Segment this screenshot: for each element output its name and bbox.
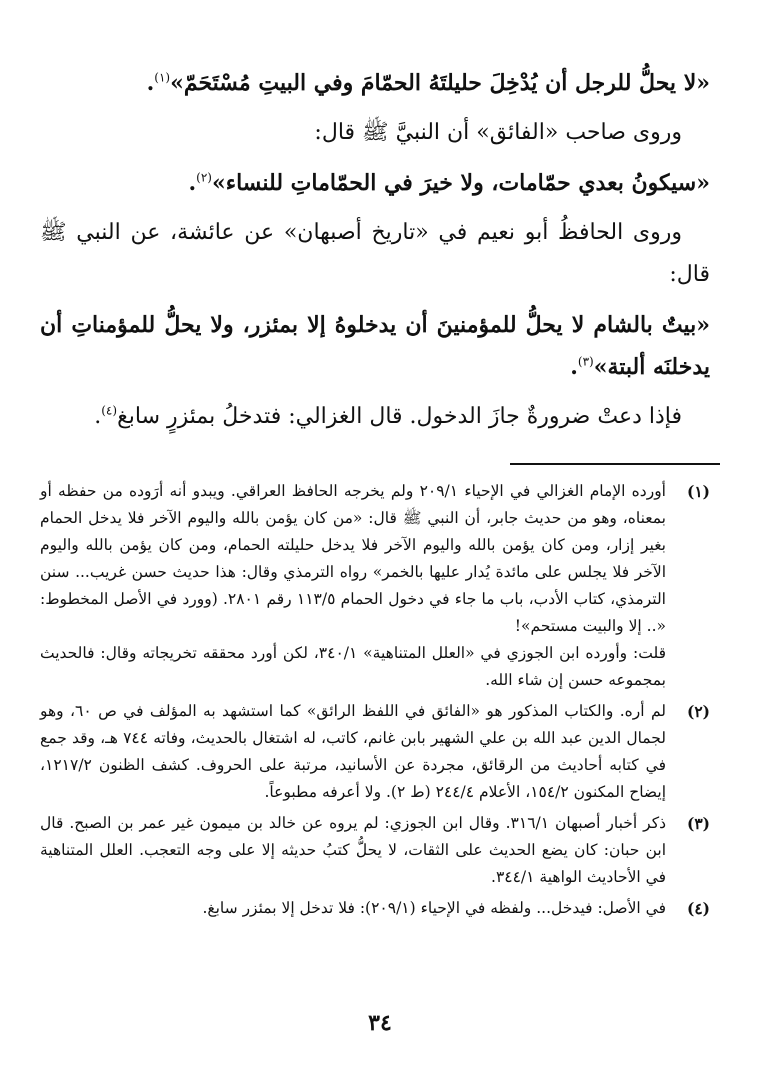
footnote-number: (١) [686,482,710,501]
footnote-3 [40,810,710,891]
footnote-number: (٤) [686,899,710,918]
footnote-body [40,698,666,806]
hadith-quote-2: «سيكونُ بعدي حمّامات، ولا خيرَ في الحمّاماتِ للنساء»$^{(٢)}$. [188,170,710,196]
footnote-paragraph: في الأصل: فيدخل... ولفظه في الإحياء (٢٠٩/١): فلا تدخل إلا بمئزر سابغ. [202,899,666,917]
footnotes [40,478,710,926]
main-text [40,62,710,446]
footnote-paragraph: قلت: وأورده ابن الجوزي في «العلل المتناهية» ٣٤٠/١، لكن أورد محققه تخريجاته وقال: فالحديث بمجموعه حسن إن شاء الله. [40,644,666,689]
footnote-body [40,478,666,694]
page-number: ٣٤ [368,1010,392,1036]
narration-intro-1: وروى صاحب «الفائق» أن النبيَّ ﷺ قال: [314,120,682,145]
narration-intro-2: وروى الحافظُ أبو نعيم في «تاريخ أصبهان» عن عائشة، عن النبي ﷺ قال: [40,220,710,287]
footnote-2 [40,698,710,806]
footnote-paragraph: ذكر أخبار أصبهان ٣١٦/١. وقال ابن الجوزي: لم يروه عن خالد بن ميمون غير عمر بن الصبح. قال ابن حبان: كان يضع الحديث على الثقات، لا يحلُّ كتبُ حديثه إلا على وجه التعجب. العلل المتناهية في الأحاديث الواهية ٣٤٤/١. [40,814,666,886]
ghazali-paragraph: فإذا دعتْ ضرورةٌ جازَ الدخول. قال الغزالي: فتدخلُ بمئزرٍ سابغ$^{(٤)}$. [94,403,682,429]
footnote-separator [510,463,720,465]
footnote-ref-1[interactable]: (١) [154,70,171,85]
hadith-quote-1: «لا يحلُّ للرجل أن يُدْخِلَ حليلتَهُ الحمّامَ وفي البيتِ مُسْتَحَمّ»$^{(١)}$. [146,70,710,96]
footnote-ref-3[interactable]: (٣) [577,354,594,369]
footnote-4 [40,895,710,922]
footnote-body [40,810,666,891]
footnote-number: (٣) [686,814,710,833]
footnote-paragraph: أورده الإمام الغزالي في الإحياء ٢٠٩/١ ولم يخرجه الحافظ العراقي. ويبدو أنه أرَوده من حفظه أو بمعناه، وهو من حديث جابر، أن النبي ﷺ قال: «من كان يؤمن بالله واليوم الآخر فلا يدخل الحمام بغير إزار، ومن كان يؤمن بالله واليوم الآخر فلا يدخل حليلته الحمام، ومن كان يؤمن بالله واليوم الآخر فلا يجلس على مائدة يُدار عليها بالخمر» رواه الترمذي وقال: هذا حديث حسن غريب... سنن الترمذي، كتاب الأدب، باب ما جاء في دخول الحمام ١١٣/٥ رقم ٢٨٠١. (وورد في الأصل المخطوط: «.. إلا والبيت مستحم»! [40,482,666,635]
hadith-quote-3: «بيتٌ بالشام لا يحلُّ للمؤمنينَ أن يدخلوهُ إلا بمئزر، ولا يحلُّ للمؤمناتِ أن يدخلنَه ألبتة»$^{(٣)}$. [40,312,710,380]
footnote-body [40,895,666,922]
footnote-ref-2[interactable]: (٢) [196,170,212,185]
footnote-number: (٢) [686,702,710,721]
footnote-ref-4[interactable]: (٤) [101,403,118,418]
footnote-1 [40,478,710,694]
footnote-paragraph: لم أره. والكتاب المذكور هو «الفائق في اللفظ الرائق» كما استشهد به المؤلف في ص ٦٠، وهو لجمال الدين عبد الله بن علي الشهير بابن غانم، كاتب، له اشتغال بالحديث، وفاته ٧٤٤ هـ، وقد جمع في كتابه أحاديث من الرقائق، مجردة عن الأسانيد، مرتبة على الحروف. كشف الظنون ١٢١٧/٢، إيضاح المكنون ١٥٤/٢، الأعلام ٢٤٤/٤ (ط ٢). ولا أعرفه مطبوعاً. [40,702,666,801]
